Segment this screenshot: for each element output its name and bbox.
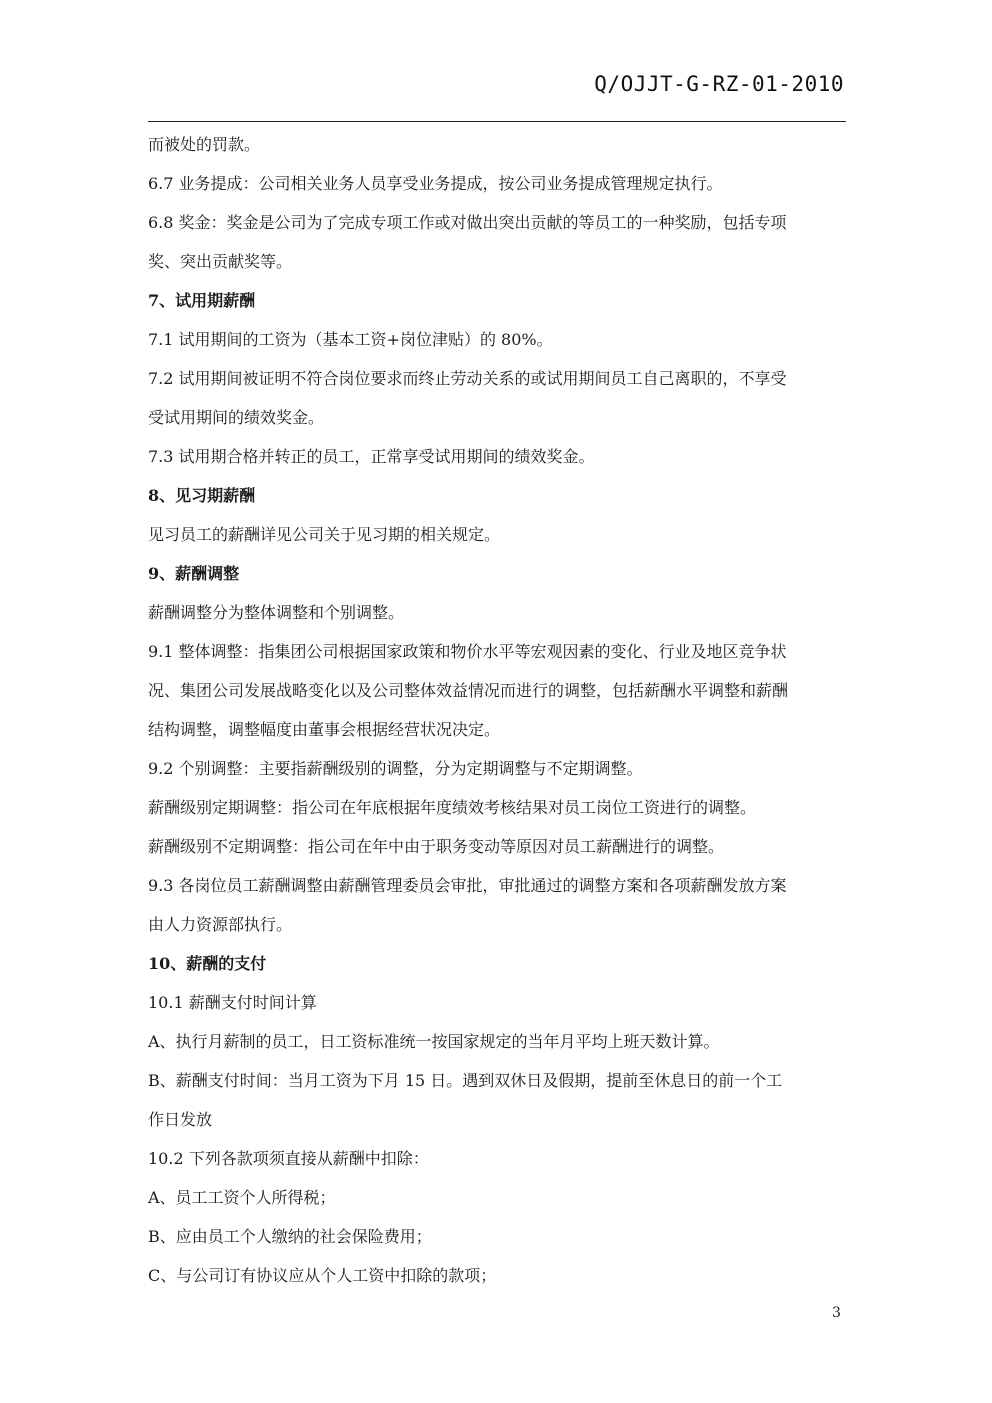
document-body [148, 125, 848, 1295]
section-heading: 8、见习期薪酬 [148, 486, 256, 505]
text-line: A、员工工资个人所得税； [148, 1188, 336, 1207]
text-line: 况、集团公司发展战略变化以及公司整体效益情况而进行的调整，包括薪酬水平调整和薪酬 [148, 681, 789, 700]
text-line: 6.7 业务提成：公司相关业务人员享受业务提成，按公司业务提成管理规定执行。 [148, 174, 723, 193]
text-line: B、薪酬支付时间：当月工资为下月 15 日。遇到双休日及假期，提前至休息日的前一个工 [148, 1071, 783, 1090]
section-heading: 9、薪酬调整 [148, 564, 240, 583]
text-line: 由人力资源部执行。 [148, 915, 293, 934]
section-heading: 7、试用期薪酬 [148, 291, 256, 310]
text-line: 7.3 试用期合格并转正的员工，正常享受试用期间的绩效奖金。 [148, 447, 595, 466]
text-line: A、执行月薪制的员工，日工资标准统一按国家规定的当年月平均上班天数计算。 [148, 1032, 720, 1051]
text-line: 10.2 下列各款项须直接从薪酬中扣除： [148, 1149, 429, 1168]
text-line: 9.3 各岗位员工薪酬调整由薪酬管理委员会审批，审批通过的调整方案和各项薪酬发放方案 [148, 876, 787, 895]
section-heading: 10、薪酬的支付 [148, 954, 267, 973]
text-line: 薪酬调整分为整体调整和个别调整。 [148, 603, 405, 622]
text-line: 7.1 试用期间的工资为（基本工资+岗位津贴）的 80%。 [148, 330, 553, 349]
text-line: 而被处的罚款。 [148, 135, 261, 154]
text-line: 7.2 试用期间被证明不符合岗位要求而终止劳动关系的或试用期间员工自己离职的，不享受 [148, 369, 787, 388]
text-line: 受试用期间的绩效奖金。 [148, 408, 325, 427]
document-code: Q/OJJT-G-RZ-01-2010 [594, 72, 844, 96]
text-line: 薪酬级别不定期调整：指公司在年中由于职务变动等原因对员工薪酬进行的调整。 [148, 837, 725, 856]
text-line: 10.1 薪酬支付时间计算 [148, 993, 317, 1012]
text-line: B、应由员工个人缴纳的社会保险费用； [148, 1227, 432, 1246]
header-divider [148, 121, 846, 122]
text-line: 薪酬级别定期调整：指公司在年底根据年度绩效考核结果对员工岗位工资进行的调整。 [148, 798, 757, 817]
text-line: C、与公司订有协议应从个人工资中扣除的款项； [148, 1266, 497, 1285]
text-line: 9.2 个别调整：主要指薪酬级别的调整，分为定期调整与不定期调整。 [148, 759, 643, 778]
text-line: 奖、突出贡献奖等。 [148, 252, 293, 271]
text-line: 结构调整，调整幅度由董事会根据经营状况决定。 [148, 720, 501, 739]
text-line: 9.1 整体调整：指集团公司根据国家政策和物价水平等宏观因素的变化、行业及地区竞争状 [148, 642, 787, 661]
text-line: 作日发放 [148, 1110, 213, 1129]
text-line: 见习员工的薪酬详见公司关于见习期的相关规定。 [148, 525, 501, 544]
page-number: 3 [832, 1305, 841, 1321]
text-line: 6.8 奖金：奖金是公司为了完成专项工作或对做出突出贡献的等员工的一种奖励，包括专项 [148, 213, 787, 232]
